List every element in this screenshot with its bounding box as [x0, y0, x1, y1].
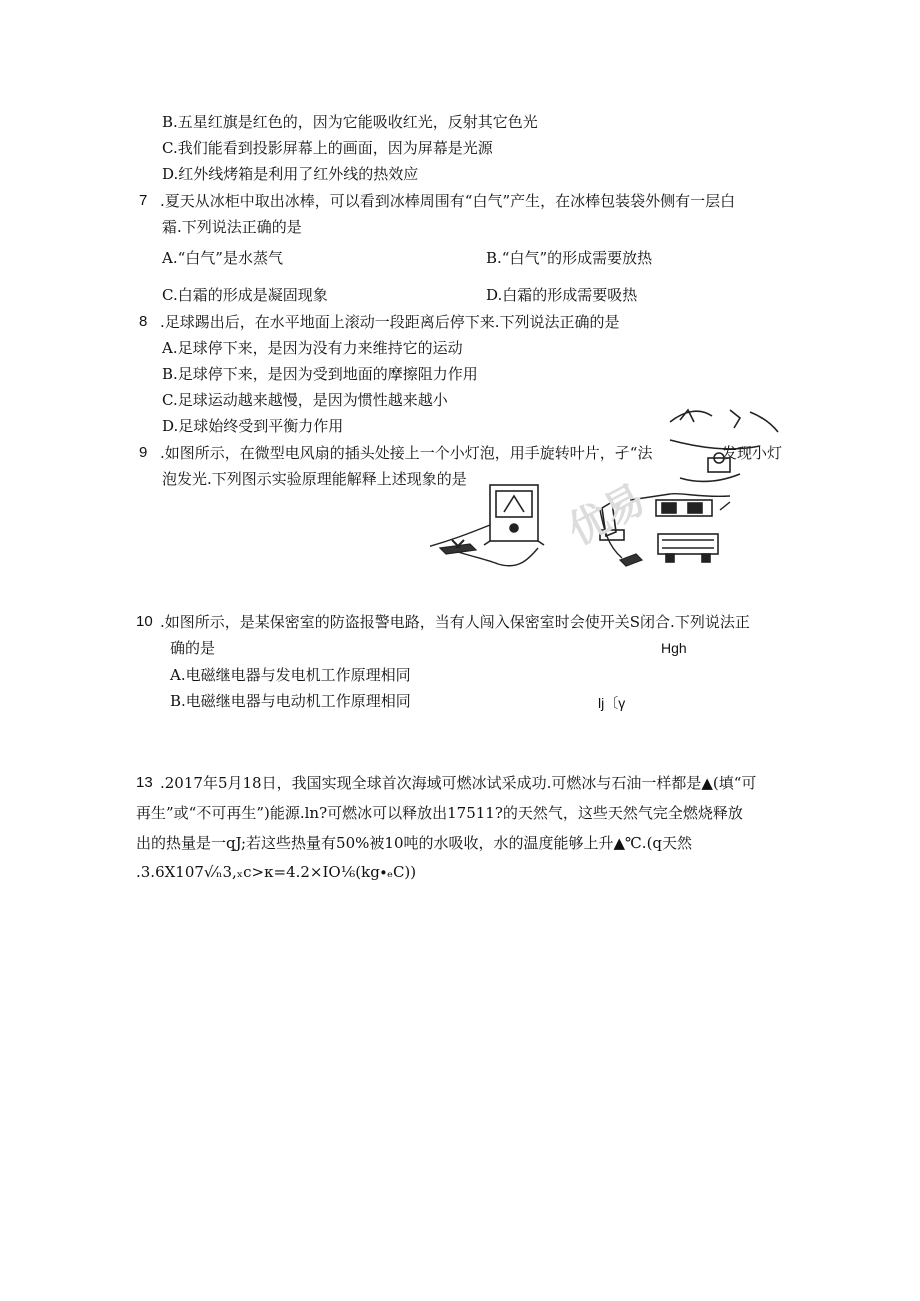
q13-number: 13 [136, 774, 153, 791]
q8-stem: .足球踢出后，在水平地面上滚动一段距离后停下来.下列说法正确的是 [160, 313, 620, 331]
fan-bulb-sketch [670, 410, 778, 481]
q13-line3: 出的热量是一qJ;若这些热量有50%被10吨的水吸收，水的温度能够上升▲℃.(q天然 [136, 834, 693, 852]
q8-option-b: B.足球停下来，是因为受到地面的摩擦阻力作用 [162, 365, 478, 383]
q10-stem-line1: .如图所示，是某保密室的防盗报警电路，当有人闯入保密室时会使开关S闭合.下列说法正 [160, 613, 750, 631]
q7-option-a: A.“白气”是水蒸气 [162, 249, 283, 267]
battery-box [656, 500, 712, 516]
q9-stem-line1: .如图所示，在微型电风扇的插头处接上一个小灯泡，用手旋转叶片，孑“法 [160, 444, 653, 462]
q10-number: 10 [136, 613, 153, 630]
q13-line4: .3.6X107√⁄ₙ3,ₓc>κ=4.2×IO⅙(kg∙ₑC)) [136, 863, 417, 881]
magnet-rails [658, 534, 718, 562]
option-d-prev: D.红外线烤箱是利用了红外线的热效应 [162, 165, 419, 183]
q7-number: 7 [139, 192, 148, 209]
q7-option-d: D.白霜的形成需要吸热 [486, 286, 638, 304]
q8-option-a: A.足球停下来，是因为没有力来维持它的运动 [162, 339, 463, 357]
option-b-prev: B.五星红旗是红色的，因为它能吸收红光，反射其它色光 [162, 113, 538, 131]
q13-line2: 再生”或“不可再生”)能源.ln?可燃冰可以释放出17511?的天然气，这些天然气完全燃烧释放 [136, 804, 743, 822]
q10-figure-label-bottom: lj〔γ [598, 695, 626, 711]
q7-stem-line1: .夏天从冰柜中取出冰棒，可以看到冰棒周围有“白气”产生，在冰棒包装袋外侧有一层白 [160, 192, 736, 210]
q8-number: 8 [139, 313, 148, 330]
switch [620, 554, 642, 566]
q10-option-a: A.电磁继电器与发电机工作原理相同 [170, 666, 411, 684]
q8-option-d: D.足球始终受到平衡力作用 [162, 417, 344, 435]
q13-line1: .2017年5月18日，我国实现全球首次海域可燃冰试采成功.可燃冰与石油一样都是▲(填“可 [160, 774, 757, 792]
q8-option-c: C.足球运动越来越慢，是因为惯性越来越小 [162, 391, 448, 409]
q9-apparatus-figure [430, 400, 790, 575]
q7-option-b: B.“白气”的形成需要放热 [486, 249, 653, 267]
q10-figure-label-top: Hgh [661, 640, 687, 656]
q7-stem-line2: 霜.下列说法正确的是 [162, 218, 302, 236]
q9-stem-line2: 泡发光.下列图示实验原理能解释上述现象的是 [162, 470, 467, 488]
q9-stem-line1-end: 发现小灯 [722, 444, 783, 462]
q9-number: 9 [139, 444, 148, 461]
watermark: 优易 [561, 477, 653, 554]
galvanometer-box [484, 485, 544, 545]
q10-stem-line2: 确的是 [170, 639, 216, 657]
q10-option-b: B.电磁继电器与电动机工作原理相同 [170, 692, 411, 710]
q7-option-c: C.白霜的形成是凝固现象 [162, 286, 328, 304]
option-c-prev: C.我们能看到投影屏幕上的画面，因为屏幕是光源 [162, 139, 493, 157]
